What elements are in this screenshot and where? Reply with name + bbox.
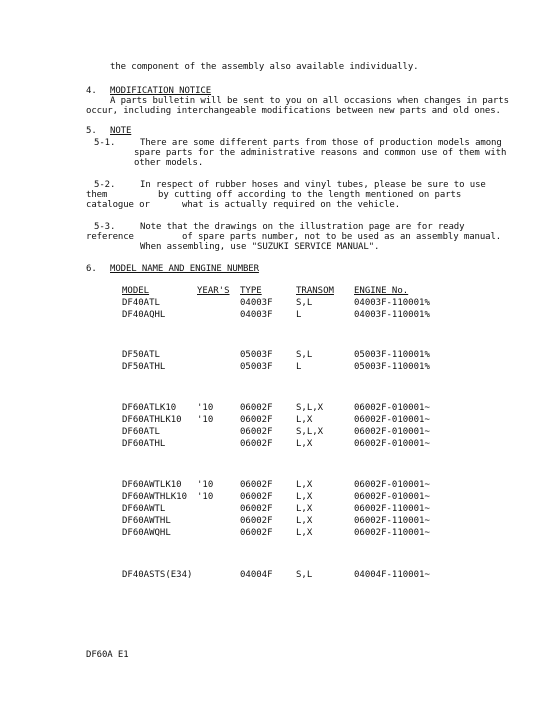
cell-type: 06002F bbox=[240, 439, 273, 449]
cell-engine-no: 04003F-110001% bbox=[354, 298, 430, 308]
cell-transom: L,X bbox=[296, 528, 313, 538]
cell-year: '10 bbox=[197, 415, 214, 425]
cell-type: 06002F bbox=[240, 528, 273, 538]
note-5-3-line3: When assembling, use "SUZUKI SERVICE MANUAL". bbox=[140, 242, 380, 252]
cell-model: DF60ATHL bbox=[122, 439, 166, 449]
section6-number: 6. bbox=[86, 264, 97, 274]
table-row bbox=[0, 528, 560, 539]
cell-model: DF40ATL bbox=[122, 298, 160, 308]
cell-type: 05003F bbox=[240, 350, 273, 360]
cell-engine-no: 06002F-010001~ bbox=[354, 415, 430, 425]
cell-transom: L,X bbox=[296, 504, 313, 514]
table-row bbox=[0, 570, 560, 581]
section4-text-line2: occur, including interchangeable modifications between new parts and old ones. bbox=[86, 106, 501, 116]
cell-type: 04003F bbox=[240, 298, 273, 308]
table-row bbox=[0, 298, 560, 309]
note-5-1-number: 5-1. bbox=[94, 138, 116, 148]
cell-engine-no: 06002F-110001~ bbox=[354, 504, 430, 514]
note-5-1-line3: other models. bbox=[134, 158, 204, 168]
cell-model: DF60ATL bbox=[122, 427, 160, 437]
note-5-3-line2-b: of spare parts number, not to be used as an assembly manual. bbox=[182, 232, 502, 242]
note-5-3-number: 5-3. bbox=[94, 222, 116, 232]
note-5-1-line2: spare parts for the administrative reasons and common use of them with bbox=[134, 148, 507, 158]
cell-type: 05003F bbox=[240, 362, 273, 372]
col-header-years: YEAR'S bbox=[197, 286, 230, 296]
col-header-engine-no: ENGINE No. bbox=[354, 286, 409, 296]
cell-type: 06002F bbox=[240, 403, 273, 413]
table-row bbox=[0, 415, 560, 426]
cell-model: DF40ASTS(E34) bbox=[122, 570, 193, 580]
cell-transom: S,L,X bbox=[296, 427, 324, 437]
intro-text: the component of the assembly also available individually. bbox=[110, 62, 419, 72]
cell-transom: L,X bbox=[296, 492, 313, 502]
section5-title: NOTE bbox=[110, 126, 132, 136]
cell-engine-no: 06002F-010001~ bbox=[354, 439, 430, 449]
cell-type: 06002F bbox=[240, 480, 273, 490]
cell-model: DF60ATLK10 bbox=[122, 403, 177, 413]
cell-engine-no: 06002F-010001~ bbox=[354, 492, 430, 502]
cell-type: 04003F bbox=[240, 310, 273, 320]
cell-transom: L,X bbox=[296, 415, 313, 425]
cell-type: 06002F bbox=[240, 492, 273, 502]
note-5-2-line3-b: what is actually required on the vehicle. bbox=[182, 200, 401, 210]
note-5-2-line2-a: them bbox=[86, 190, 108, 200]
cell-type: 06002F bbox=[240, 427, 273, 437]
cell-type: 06002F bbox=[240, 415, 273, 425]
note-5-2-line2-b: by cutting off according to the length mentioned on parts bbox=[158, 190, 462, 200]
table-row bbox=[0, 427, 560, 438]
cell-transom: S,L bbox=[296, 350, 313, 360]
table-row bbox=[0, 350, 560, 361]
cell-year: '10 bbox=[197, 480, 214, 490]
note-5-1-line1: There are some different parts from those of production models among bbox=[140, 138, 502, 148]
note-5-2-line1: In respect of rubber hoses and vinyl tubes, please be sure to use bbox=[140, 180, 486, 190]
note-5-3-line2-a: reference bbox=[86, 232, 134, 242]
cell-engine-no: 06002F-110001~ bbox=[354, 516, 430, 526]
cell-year: '10 bbox=[197, 492, 214, 502]
section5-number: 5. bbox=[86, 126, 97, 136]
cell-type: 06002F bbox=[240, 516, 273, 526]
note-5-3-line1: Note that the drawings on the illustration page are for ready bbox=[140, 222, 465, 232]
cell-engine-no: 06002F-010001~ bbox=[354, 480, 430, 490]
col-header-type: TYPE bbox=[240, 286, 262, 296]
table-row bbox=[0, 516, 560, 527]
cell-transom: S,L bbox=[296, 298, 313, 308]
section4-title: MODIFICATION NOTICE bbox=[110, 86, 212, 96]
table-row bbox=[0, 439, 560, 450]
table-row bbox=[0, 504, 560, 515]
table-row bbox=[0, 403, 560, 414]
table-header-row bbox=[0, 286, 560, 297]
col-header-transom: TRANSOM bbox=[296, 286, 334, 296]
cell-transom: S,L bbox=[296, 570, 313, 580]
page-footer: DF60A E1 bbox=[86, 650, 129, 660]
section4-text-line1: A parts bulletin will be sent to you on all occasions when changes in parts bbox=[110, 96, 509, 106]
cell-transom: S,L,X bbox=[296, 403, 324, 413]
cell-model: DF40AQHL bbox=[122, 310, 166, 320]
cell-model: DF50ATL bbox=[122, 350, 160, 360]
cell-engine-no: 04004F-110001~ bbox=[354, 570, 430, 580]
section6-title: MODEL NAME AND ENGINE NUMBER bbox=[110, 264, 259, 274]
cell-engine-no: 04003F-110001% bbox=[354, 310, 430, 320]
note-5-2-line3-a: catalogue or bbox=[86, 200, 150, 210]
table-row bbox=[0, 492, 560, 503]
table-row bbox=[0, 310, 560, 321]
cell-model: DF60AWTLK10 bbox=[122, 480, 182, 490]
cell-transom: L,X bbox=[296, 516, 313, 526]
cell-engine-no: 05003F-110001% bbox=[354, 350, 430, 360]
cell-model: DF60AWTL bbox=[122, 504, 166, 514]
cell-transom: L,X bbox=[296, 439, 313, 449]
cell-engine-no: 05003F-110001% bbox=[354, 362, 430, 372]
cell-model: DF60AWTHL bbox=[122, 516, 171, 526]
cell-transom: L bbox=[296, 362, 302, 372]
cell-transom: L,X bbox=[296, 480, 313, 490]
cell-type: 04004F bbox=[240, 570, 273, 580]
cell-engine-no: 06002F-010001~ bbox=[354, 403, 430, 413]
cell-engine-no: 06002F-010001~ bbox=[354, 427, 430, 437]
table-row bbox=[0, 362, 560, 373]
table-row bbox=[0, 480, 560, 491]
cell-model: DF60AWTHLK10 bbox=[122, 492, 188, 502]
cell-engine-no: 06002F-110001~ bbox=[354, 528, 430, 538]
note-5-2-number: 5-2. bbox=[94, 180, 116, 190]
cell-transom: L bbox=[296, 310, 302, 320]
cell-model: DF50ATHL bbox=[122, 362, 166, 372]
cell-year: '10 bbox=[197, 403, 214, 413]
cell-model: DF60AWQHL bbox=[122, 528, 171, 538]
col-header-model: MODEL bbox=[122, 286, 150, 296]
cell-type: 06002F bbox=[240, 504, 273, 514]
section4-number: 4. bbox=[86, 86, 97, 96]
cell-model: DF60ATHLK10 bbox=[122, 415, 182, 425]
